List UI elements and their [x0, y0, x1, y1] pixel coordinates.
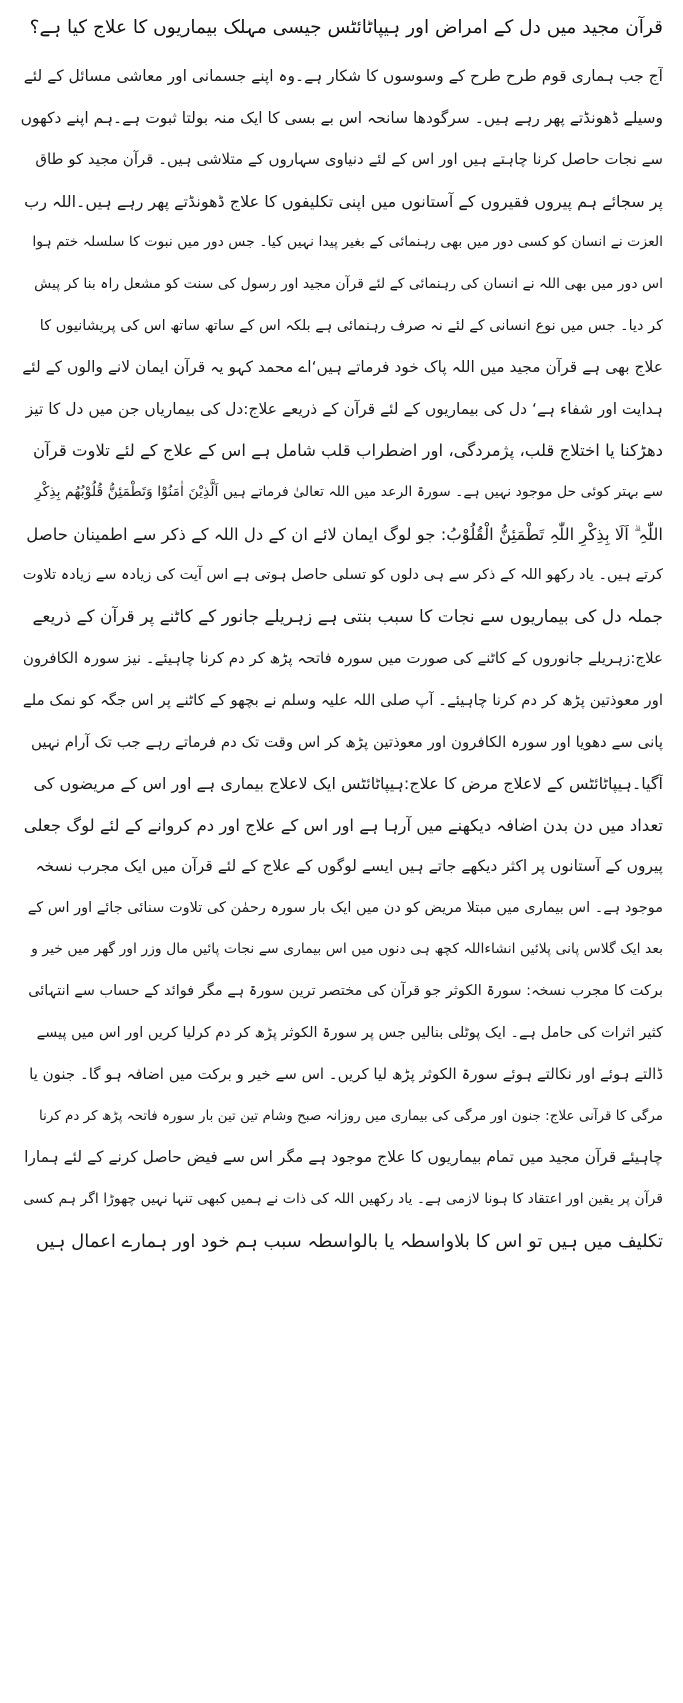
paragraph-line: موجود ہے۔ اس بیماری میں مبتلا مریض کو دن میں ایک بار سورہ رحمٰن کی تلاوت سنائی جائے اور اس کے [27, 899, 663, 916]
paragraph-line: اس دور میں بھی اللہ نے انسان کی رہنمائی کے لئے قرآن مجید اور رسول کی سنت کو مشعل راہ بنا کر پیش [34, 275, 663, 292]
paragraph-line: پر سجائے ہم پیروں فقیروں کے آستانوں میں اپنی تکلیفوں کا علاج ڈھونڈتے پھر رہے ہیں۔اللہ رب [24, 191, 663, 211]
paragraph-line: علاج:زہریلے جانوروں کے کاٹنے کی صورت میں سورہ فاتحہ پڑھ کر دم کرنا چاہیئے۔ نیز سورہ الکافرون [22, 649, 663, 668]
paragraph-line: جملہ دل کی بیماریوں سے نجات کا سبب بنتی ہے زہریلے جانور کے کاٹنے پر قرآن کے ذریعے [32, 606, 663, 627]
article-body [20, 56, 663, 1262]
paragraph-line: آج جب ہماری قوم طرح طرح کے وسوسوں کا شکار ہے۔وہ اپنے جسمانی اور معاشی مسائل کے لئے [23, 67, 663, 85]
paragraph-line: قرآن پر یقین اور اعتقاد کا ہونا لازمی ہے۔ یاد رکھیں اللہ کی ذات نے ہمیں کبھی تنہا نہیں چھوڑا اگر ہم کسی [23, 1191, 663, 1208]
paragraph-line: بعد ایک گلاس پانی پلائیں انشاءاللہ کچھ ہی دنوں میں اس بیماری سے نجات پائیں مال وزر اور گھر میں خیر و [31, 941, 663, 958]
paragraph-line: وسیلے ڈھونڈتے پھر رہے ہیں۔ سرگودھا سانحہ اس بے بسی کا ایک منہ بولتا ثبوت ہے۔ہم اپنے دکھوں [20, 108, 663, 127]
paragraph-line: پانی سے دھویا اور سورہ الکافرون اور معوذتین پڑھ کر اس وقت تک دم فرماتے رہے جب تک آرام نہیں [31, 732, 663, 751]
paragraph-line: تعداد میں دن بدن اضافہ دیکھنے میں آرہا ہے اور اس کے علاج اور دم کروانے کے لئے لوگ جعلی [23, 815, 663, 835]
paragraph-line: برکت کا مجرب نسخہ: سورۃ الکوثر جو قرآن کی مختصر ترین سورۃ ہے مگر فوائد کے حساب سے انتہائی [28, 983, 663, 1000]
paragraph-line: اللّٰہِ ۗ اَلَا بِذِكْرِ اللّٰہِ تَطْمَئِنُّ الْقُلُوْبُ: جو لوگ ایمان لائے ان کے دل اللہ کے ذکر سے اطمینان حاصل [26, 524, 663, 544]
paragraph-line: کرتے ہیں۔ یاد رکھو اللہ کے ذکر سے ہی دلوں کو تسلی حاصل ہوتی ہے اس آیت کی زیادہ سے زیادہ تلاوت [22, 567, 663, 584]
paragraph-line: سے نجات حاصل کرنا چاہتے ہیں اور اس کے لئے دنیاوی سہاروں کے متلاشی ہیں۔ قرآن مجید کو طاق [35, 150, 663, 169]
paragraph-line: دھڑکنا یا اختلاج قلب، پژمردگی، اور اضطراب قلب شامل ہے اس کے علاج کے لئے تلاوت قرآن [33, 441, 663, 461]
paragraph-line: سے بہتر کوئی حل موجود نہیں ہے۔ سورۃ الرعد میں اللہ تعالیٰ فرماتے ہیں اَلَّذِيْنَ اٰمَنُوْا وَتَطْمَئِنُّ قُلُوْبُهُم بِذِكْرِ [34, 483, 663, 500]
paragraph-line: کثیر اثرات کی حامل ہے۔ ایک پوٹلی بنالیں جس پر سورۃ الکوثر پڑھ کر دم کرلیا کریں اور اس میں پیسے [36, 1024, 663, 1041]
article-title: قرآن مجید میں دل کے امراض اور ہیپاٹائٹس جیسی مہلک بیماریوں کا علاج کیا ہے؟ [29, 17, 663, 38]
paragraph-line: مرگی کا قرآنی علاج: جنون اور مرگی کی بیماری میں روزانہ صبح وشام تین تین بار سورہ فاتحہ پڑھ کر دم کرنا [38, 1107, 663, 1124]
paragraph-line: العزت نے انسان کو کسی دور میں بھی رہنمائی کے بغیر پیدا نہیں کیا۔ جس دور میں نبوت کا سلسلہ ختم ہوا [32, 234, 663, 251]
paragraph-line: چاہیئے قرآن مجید میں تمام بیماریوں کا علاج موجود ہے مگر اس سے فیض حاصل کرنے کے لئے ہمارا [24, 1148, 663, 1167]
paragraph-line: پیروں کے آستانوں پر اکثر دیکھے جاتے ہیں ایسے لوگوں کے علاج کے لئے قرآن میں ایک مجرب نسخہ [35, 857, 663, 876]
paragraph-line: ہدایت اور شفاء ہے‘ دل کی بیماریوں کے لئے قرآن کے ذریعے علاج:دل کی بیماریاں جن میں دل کا تیز [25, 399, 663, 418]
paragraph-line: علاج بھی ہے قرآن مجید میں اللہ پاک خود فرماتے ہیں‘اے محمد کہو یہ قرآن ایمان لانے والوں کے لئے [22, 358, 663, 377]
paragraph-line: کر دیا۔ جس میں نوع انسانی کے لئے نہ صرف رہنمائی ہے بلکہ اس کے ساتھ ساتھ اس کی پریشانیوں کا [39, 317, 663, 334]
paragraph-line: ڈالتے ہوئے اور نکالتے ہوئے سورۃ الکوثر پڑھ لیا کریں۔ اس سے خیر و برکت میں اضافہ ہو گا۔ جنون یا [29, 1065, 663, 1084]
paragraph-line: آگیا۔ہیپاٹائٹس کے لاعلاج مرض کا علاج:ہیپاٹائٹس ایک لاعلاج بیماری ہے اور اس کے مریضوں کی [33, 774, 663, 794]
paragraph-line: تکلیف میں ہیں تو اس کا بلاواسطہ یا بالواسطہ سبب ہم خود اور ہمارے اعمال ہیں [35, 1230, 663, 1252]
paragraph-line: اور معوذتین پڑھ کر دم کرنا چاہیئے۔ آپ صلی اللہ علیہ وسلم نے بچھو کے کاٹنے پر اس جگہ کو نمک ملے [22, 690, 663, 709]
